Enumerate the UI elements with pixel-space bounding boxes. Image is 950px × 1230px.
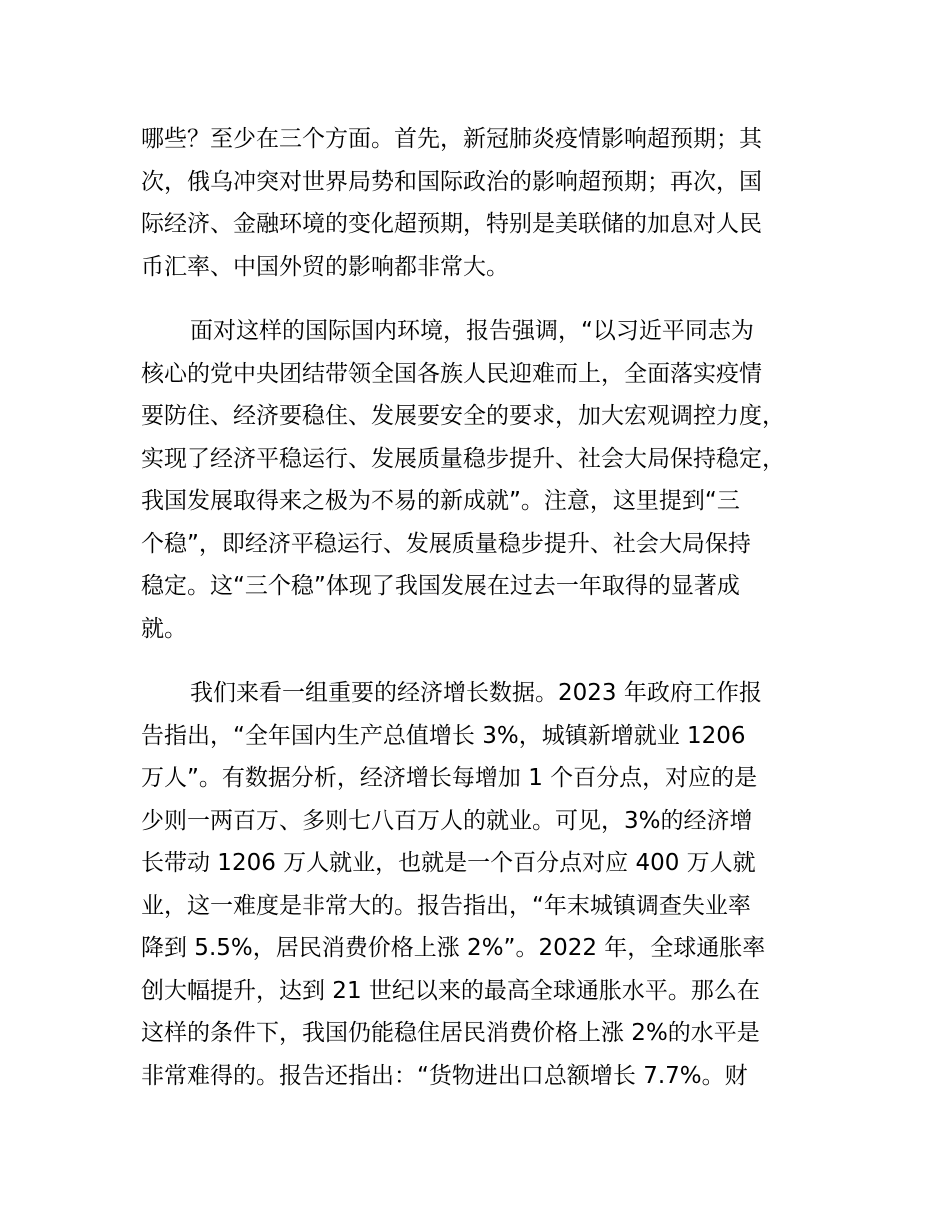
paragraph-2-line-4: 实现了经济平稳运行、发展质量稳步提升、社会大局保持稳定，: [141, 446, 785, 472]
paragraph-1-line-1: 哪些？至少在三个方面。首先，新冠肺炎疫情影响超预期；其: [141, 126, 762, 152]
paragraph-3-line-6: 业，这一难度是非常大的。报告指出，“年末城镇调查失业率: [141, 893, 751, 919]
paragraph-3-line-8: 创大幅提升，达到 21 世纪以来的最高全球通胀水平。那么在: [141, 978, 760, 1004]
paragraph-3-line-7: 降到 5.5%，居民消费价格上涨 2%”。2022 年，全球通胀率: [141, 935, 766, 961]
paragraph-2-line-5: 我国发展取得来之极为不易的新成就”。注意，这里提到“三: [141, 488, 740, 514]
paragraph-3-line-10: 非常难得的。报告还指出：“货物进出口总额增长 7.7%。财: [141, 1063, 748, 1089]
paragraph-3-line-2: 告指出，“全年国内生产总值增长 3%，城镇新增就业 1206: [141, 723, 746, 749]
paragraph-2-line-8: 就。: [141, 616, 187, 642]
paragraph-3-line-9: 这样的条件下，我国仍能稳住居民消费价格上涨 2%的水平是: [141, 1020, 760, 1046]
paragraph-2-line-1: 面对这样的国际国内环境，报告强调，“以习近平同志为: [190, 318, 754, 344]
paragraph-3-line-4: 少则一两百万、多则七八百万人的就业。可见，3%的经济增: [141, 808, 753, 834]
paragraph-3-line-1: 我们来看一组重要的经济增长数据。2023 年政府工作报: [190, 680, 762, 706]
paragraph-1-line-4: 币汇率、中国外贸的影响都非常大。: [141, 254, 509, 280]
paragraph-1-line-2: 次，俄乌冲突对世界局势和国际政治的影响超预期；再次，国: [141, 169, 762, 195]
paragraph-2-line-2: 核心的党中央团结带领全国各族人民迎难而上，全面落实疫情: [141, 361, 762, 387]
paragraph-2-line-6: 个稳”，即经济平稳运行、发展质量稳步提升、社会大局保持: [141, 531, 751, 557]
paragraph-2-line-3: 要防住、经济要稳住、发展要安全的要求，加大宏观调控力度，: [141, 403, 785, 429]
paragraph-3-line-3: 万人”。有数据分析，经济增长每增加 1 个百分点，对应的是: [141, 765, 758, 791]
paragraph-1-line-3: 际经济、金融环境的变化超预期，特别是美联储的加息对人民: [141, 211, 762, 237]
paragraph-2-line-7: 稳定。这“三个稳”体现了我国发展在过去一年取得的显著成: [141, 573, 740, 599]
paragraph-3-line-5: 长带动 1206 万人就业，也就是一个百分点对应 400 万人就: [141, 850, 756, 876]
